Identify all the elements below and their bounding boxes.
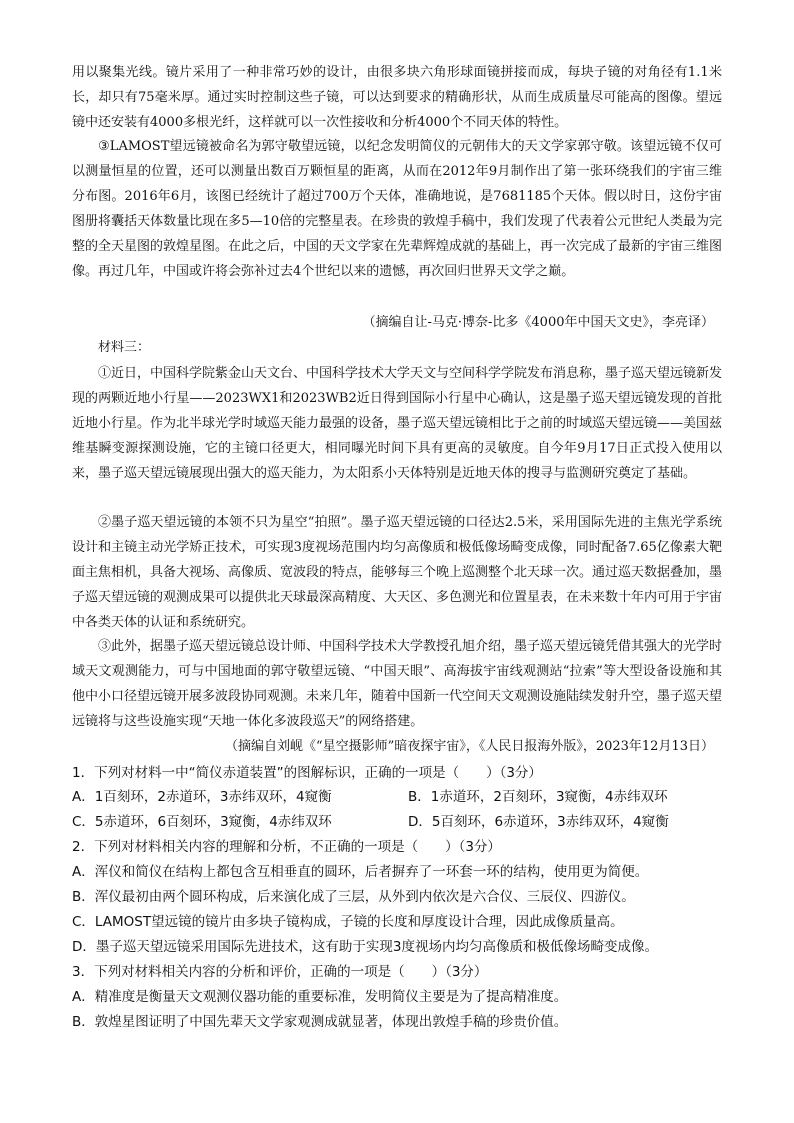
question-3-stem: 3．下列对材料相关内容的分析和评价，正确的一项是（ ）（3分） <box>72 964 488 980</box>
material3-source: （摘编自刘岘《“星空摄影师”暗夜探宇宙》，《人民日报海外版》，2023年12月13日） <box>225 739 714 754</box>
question-1-stem: 1．下列对材料一中“简仪赤道装置”的图解标识，正确的一项是（ ）（3分） <box>72 765 542 781</box>
question-3-option-b: B．敦煌星图证明了中国先辈天文学家观测成就显著，体现出敦煌手稿的珍贵价值。 <box>72 1014 568 1030</box>
question-2-option-c: C．LAMOST望远镜的镜片由多块子镜构成，子镜的长度和厚度设计合理，因此成像质量高。 <box>72 914 624 930</box>
material3-paragraph-1: ①近日，中国科学院紫金山天文台、中国科学技术大学天文与空间科学学院发布消息称，墨子巡天望远镜新发现的两颗近地小行星——2023WX1和2023WB2近日得到国际小行星中心确认，这是墨子巡天望远镜发现的首批近地小行星。作为北半球光学时域巡天能力最强的设备，墨子巡天望远镜相比于之前的时域巡天望远镜——美国兹维基瞬变源探测设施，它的主镜口径更大，相同曝光时间下具有更高的灵敏度。自今年9月17日正式投入使用以来，墨子巡天望远镜展现出强大的巡天能力，为太阳系小天体特别是近地天体的搜寻与监测研究奠定了基础。 <box>72 366 723 481</box>
question-1-option-c: C．5赤道环，6百刻环，3窥衡，4赤纬双环 <box>72 814 332 830</box>
question-2-option-b: B．浑仪最初由两个圆环构成，后来演化成了三层，从外到内依次是六合仪、三辰仪、四游仪。 <box>72 889 635 905</box>
material2-paragraph-3: ③LAMOST望远镜被命名为郭守敬望远镜，以纪念发明简仪的元朝伟大的天文学家郭守敬。该望远镜不仅可以测量恒星的位置，还可以测量出数百万颗恒星的距离，从而在2012年9月制作出了第一张环绕我们的宇宙三维分布图。2016年6月，该图已经统计了超过700万个天体，准确地说，是7681185个天体。假以时日，这份宇宙图册将囊括天体数量比现在多5—10倍的完整星表。在珍贵的敦煌手稿中，我们发现了代表着公元世纪人类最为完整的全天星图的敦煌星图。在此之后，中国的天文学家在先辈辉煌成就的基础上，再一次完成了最新的宇宙三维图像。再过几年，中国或许将会弥补过去4个世纪以来的遗憾，再次回归世界天文学之巅。 <box>72 139 723 279</box>
question-1-option-b: B．1赤道环，2百刻环，3窥衡，4赤纬双环 <box>408 789 668 805</box>
question-2-option-a: A．浑仪和简仪在结构上都包含互相垂直的圆环，后者摒弃了一环套一环的结构，使用更为简便。 <box>72 864 649 880</box>
question-3-option-a: A．精准度是衡量天文观测仪器功能的重要标准，发明简仪主要是为了提高精准度。 <box>72 989 568 1005</box>
question-1-option-d: D．5百刻环，6赤道环，3赤纬双环，4窥衡 <box>408 814 669 830</box>
question-2-option-d: D．墨子巡天望远镜采用国际先进技术，这有助于实现3度视场内均匀高像质和极低像场畸变成像。 <box>72 939 658 955</box>
question-2-stem: 2．下列对材料相关内容的理解和分析，不正确的一项是（ ）（3分） <box>72 839 501 855</box>
material3-paragraph-2: ②墨子巡天望远镜的本领不只为星空“拍照”。墨子巡天望远镜的口径达2.5米，采用国际先进的主焦光学系统设计和主镜主动光学矫正技术，可实现3度视场范围内均匀高像质和极低像场畸变成像，同时配备7.65亿像素大靶面主焦相机，具备大视场、高像质、宽波段的特点，能够每三个晚上巡测整个北天球一次。通过巡天数据叠加，墨子巡天望远镜的观测成果可以提供北天球最深高精度、大天区、多色测光和位置星表，在未来数十年内可用于宇宙中各类天体的认证和系统研究。 <box>72 515 723 630</box>
material2-paragraph-continued: 用以聚集光线。镜片采用了一种非常巧妙的设计，由很多块六角形球面镜拼接而成，每块子镜的对角径有1.1米长，却只有75毫米厚。通过实时控制这些子镜，可以达到要求的精确形状，从而生成质量尽可能高的图像。望远镜中还安装有4000多根光纤，这样就可以一次性接收和分析4000个不同天体的特性。 <box>72 65 722 130</box>
material3-paragraph-3: ③此外，据墨子巡天望远镜总设计师、中国科学技术大学教授孔旭介绍，墨子巡天望远镜凭借其强大的光学时域天文观测能力，可与中国地面的郭守敬望远镜、“中国天眼”、高海拔宇宙线观测站“拉索”等大型设备设施和其他中小口径望远镜开展多波段协同观测。未来几年，随着中国新一代空间天文观测设施陆续发射升空，墨子巡天望远镜将与这些设施实现“天地一体化多波段巡天”的网络搭建。 <box>72 639 723 729</box>
material2-source: （摘编自让-马克·博奈-比多《4000年中国天文史》，李亮译） <box>362 315 714 330</box>
question-1-option-a: A．1百刻环，2赤道环，3赤纬双环，4窥衡 <box>72 789 332 805</box>
material3-heading: 材料三： <box>98 340 151 355</box>
